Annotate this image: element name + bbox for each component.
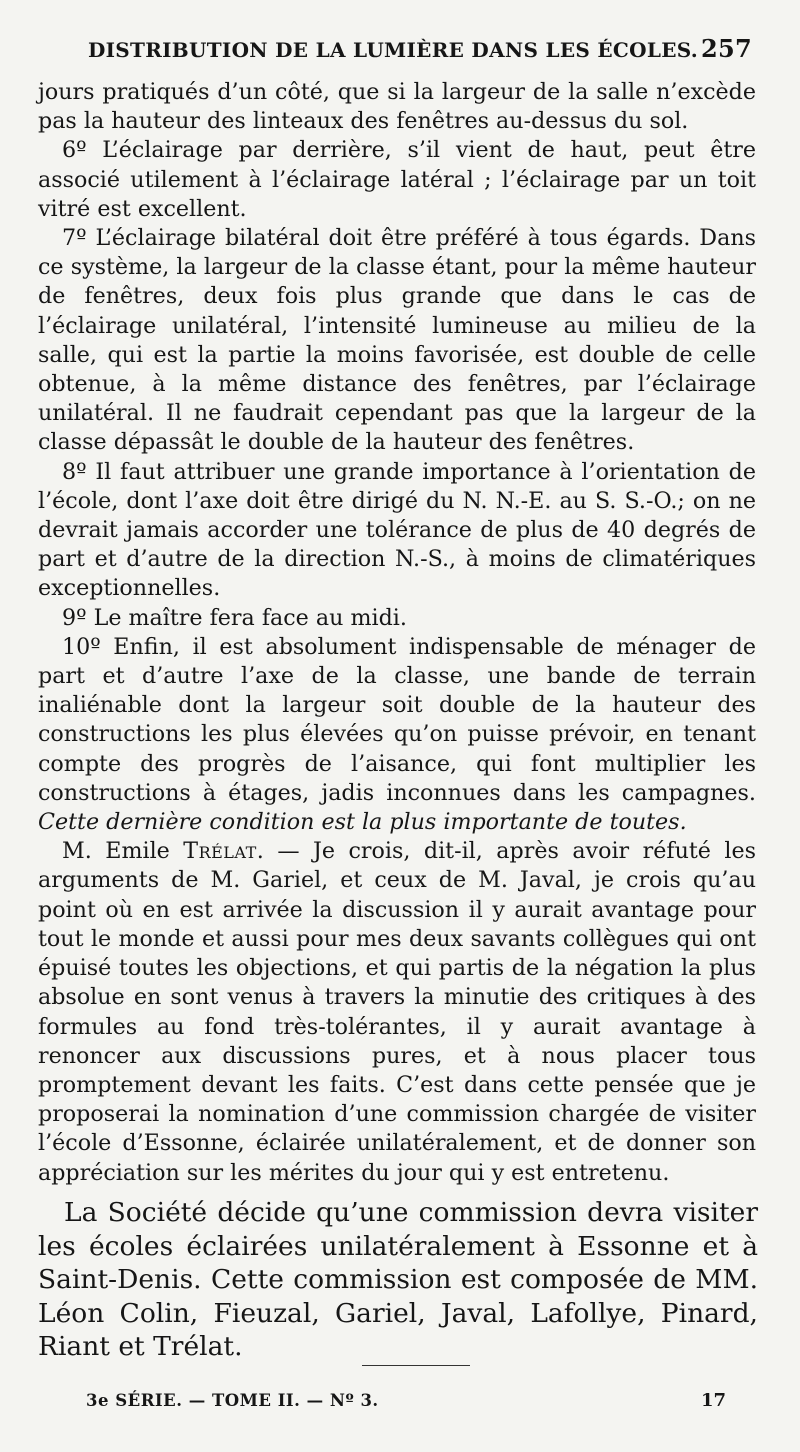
society-resolution [38, 1196, 758, 1364]
paragraph-item-8: 8º Il faut attribuer une grande importance à l’orientation de l’école, dont l’axe doit être dirigé du N. N.-E. au S. S.-O.; on ne devrait jamais accorder une tolérance de plus de 40 degrés de part et d’autre de la direction N.-S., à moins de climatériques exceptionnelles. [38, 458, 756, 602]
speech-text: . — Je crois, dit-il, après avoir réfuté les arguments de M. Gariel, et ceux de M. Javal, je crois qu’au point où en est arrivée la discussion il y aurait avantage pour tout le monde et aussi pour mes deux savants collègues qui ont épuisé toutes les objections, et qui partis de la négation la plus absolue en sont venus à travers la minutie des critiques à des formules au fond très-tolérantes, il y aurait avantage à renoncer aux discussions pures, et à nous placer tous promptement devant les faits. C’est dans cette pensée que je proposerai la nomination d’une commission chargée de visiter l’école d’Essonne, éclairée unilatéralement, et de donner son appréciation sur les mérites du jour qui y est entretenu. [38, 838, 756, 1186]
separator-rule [362, 1365, 470, 1366]
paragraph-item-10 [38, 633, 756, 837]
sheet-number: 17 [700, 1390, 726, 1411]
paragraph-item-9: 9º Le maître fera face au midi. [62, 604, 407, 631]
main-text [38, 78, 756, 1188]
speaker-prefix: M. Emile [62, 838, 184, 865]
item-10-text: 10º Enfin, il est absolument indispensable de ménager de part et d’autre l’axe de la classe, une bande de terrain inaliénable dont la largeur soit double de la hauteur des constructions les plus élevées qu’on puisse prévoir, en tenant compte des progrès de l’aisance, qui font multiplier les constructions à étages, jadis inconnues dans les campagnes. [38, 633, 756, 806]
item-10-emphasis: Cette dernière condition est la plus importante de toutes. [38, 809, 687, 836]
running-title: DISTRIBUTION DE LA LUMIÈRE DANS LES ÉCOLES. [88, 38, 699, 62]
resolution-text: La Société décide qu’une commission devra visiter les écoles éclairées unilatéralement à Essonne et à Saint-Denis. Cette commission est composée de MM. Léon Colin, Fieuzal, Gariel, Javal, Lafollye, Pinard, Riant et Trélat. [38, 1197, 758, 1362]
paragraph-item-6: 6º L’éclairage par derrière, s’il vient de haut, peut être associé utilement à l’éclairage latéral ; l’éclairage par un toit vitré est excellent. [38, 137, 756, 222]
page-number: 257 [701, 34, 752, 63]
page-footer [86, 1390, 726, 1420]
page-header [88, 34, 752, 68]
paragraph-item-7: 7º L’éclairage bilatéral doit être préféré à tous égards. Dans ce système, la largeur de la classe étant, pour la même hauteur de fenêtres, deux fois plus grande que dans le cas de l’éclairage unilatéral, l’intensité lumineuse au milieu de la salle, qui est la partie la moins favorisée, est double de celle obtenue, à la même distance des fenêtres, par l’éclairage unilatéral. Il ne faudrait cependant pas que la largeur de la classe dépassât le double de la hauteur des fenêtres. [38, 225, 756, 456]
paragraph-continuation: jours pratiqués d’un côté, que si la largeur de la salle n’excède pas la hauteur des linteaux des fenêtres au-dessus du sol. [38, 79, 756, 135]
speaker-name: Trélat [183, 838, 257, 865]
paragraph-trelat-speech [38, 837, 756, 1187]
series-signature: 3e SÉRIE. — TOME II. — Nº 3. [86, 1391, 379, 1410]
